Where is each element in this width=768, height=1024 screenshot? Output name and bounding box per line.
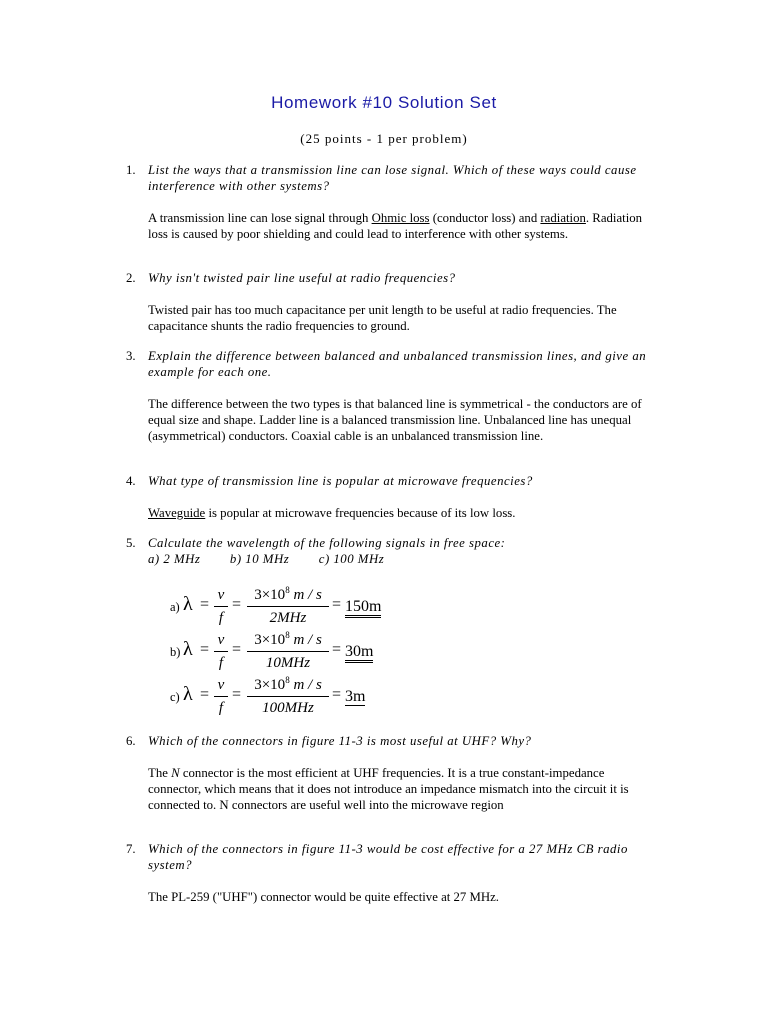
problem-question: Which of the connectors in figure 11-3 would be cost effective for a 27 MHz CB radio system? <box>148 842 628 872</box>
problem-number: 1. <box>126 163 136 177</box>
problem-question: Which of the connectors in figure 11-3 is most useful at UHF? Why? <box>148 734 532 748</box>
problem-answer: The difference between the two types is that balanced line is symmetrical - the conductors are of equal size and shape. Ladder line is a balanced transmission line. Unbalanced line has unequal (asymmetrical) conductors. Coaxial cable is an unbalanced transmission line. <box>148 397 642 443</box>
problem-number: 5. <box>126 536 136 550</box>
page-title: Homework #10 Solution Set <box>271 93 497 112</box>
fraction-value: $3\times 10^8$ m / s 2MHz <box>247 587 329 627</box>
fraction-v-over-f: v f <box>214 677 228 717</box>
problem-answer: Waveguide is popular at microwave frequencies because of its low loss. <box>148 506 516 520</box>
problem-number: 2. <box>126 271 136 285</box>
problem-number: 3. <box>126 349 136 363</box>
problem-3 <box>126 348 658 444</box>
problem-answer: The PL-259 ("UHF") connector would be quite effective at 27 MHz. <box>148 890 500 904</box>
lambda-symbol: λ <box>183 683 193 705</box>
problem-7 <box>126 841 658 905</box>
problem-question: Explain the difference between balanced and unbalanced transmission lines, and give an example for each one. <box>148 349 647 379</box>
problem-question: List the ways that a transmission line can lose signal. Which of these ways could cause interference with other systems? <box>148 163 637 193</box>
problem-question: Calculate the wavelength of the following signals in free space: <box>148 536 506 550</box>
problem-answer: The N connector is the most efficient at UHF frequencies. It is a true constant-impedance connector, which means that it does not introduce an impedance mismatch into the circuit it is connected to. N connectors are useful well into the microwave region <box>148 766 629 812</box>
fraction-v-over-f: v f <box>214 632 228 672</box>
problem-6 <box>126 733 658 813</box>
problem-number: 4. <box>126 474 136 488</box>
problem-number: 6. <box>126 734 136 748</box>
equation-label: b) <box>170 645 181 659</box>
equation-label: a) <box>170 600 180 614</box>
problem-1 <box>126 162 658 242</box>
problem-2 <box>126 270 658 334</box>
lambda-symbol: λ <box>183 593 193 615</box>
equation-result: 30m <box>345 643 373 661</box>
problem-question: Why isn't twisted pair line useful at radio frequencies? <box>148 271 456 285</box>
equation-result: 150m <box>345 598 381 616</box>
problem-answer: Twisted pair has too much capacitance per unit length to be useful at radio frequencies. The capacitance shunts the radio frequencies to ground. <box>148 303 617 333</box>
italic-term: N <box>171 766 180 780</box>
equation-result: 3m <box>345 688 366 705</box>
page-subtitle: (25 points - 1 per problem) <box>300 131 468 146</box>
fraction-value: $3\times 10^8$ m / s 100MHz <box>247 677 329 717</box>
underlined-term: Waveguide <box>148 506 206 520</box>
problem-answer: A transmission line can lose signal through Ohmic loss (conductor loss) and radiation. Radiation loss is caused by poor shielding and could lead to interference with other systems. <box>148 211 643 241</box>
document-page: Homework #10 Solution Set (25 points - 1 per problem) 1. List the ways that a transmission line can lose signal. Which of these ways could cause interference with other systems? A transmission line can lose signal through Ohmic loss (conductor loss) and radiation. Radiation loss is caused by poor shielding and could lead to interference with other systems. 2. Why isn't twisted pair line useful at radio frequencies? Twisted pair has too much capacitance per unit length to be useful at radio frequencies. The capacitance shunts the radio frequencies to ground. 3. Explain the difference between balanced and unbalanced transmission lines, and give an example for each one. The difference between the two types is that balanced line is symmetrical - the conductors are of equal size and shape. Ladder line is a balanced transmission line. Unbalanced line has unequal (asymmetrical) conductors. Coaxial cable is an unbalanced transmission line. 4. What type of transmission line is popular at microwave frequencies? Waveguide is popular at microwave frequencies because of its low loss. 5. Calculate the wavelength of the following signals in free space: a) 2 MHz b) 10 MHz c) 100 MHz a) λ = v f = $3\times 10^8$ m / s 2MHz = 150m b) λ = v f = $3\times 10^8$ m / s 10MHz = 30m c) λ = v f = $3\times 10^8$ m / s 100MHz = 3m 6. Which of the connectors in figure 11-3 is most useful at UHF? Why? The N connector is the most efficient at UHF frequencies. It is a true constant-impedance connector, which means that it does not introduce an impedance mismatch into the circuit it is connected to. N connectors are useful well into the microwave region 7. Which of the connectors in figure 11-3 would be cost effective for a 27 MHz CB radio system? The PL-259 ("UHF") connector would be quite effective at 27 MHz. <box>0 0 768 1024</box>
fraction-value: $3\times 10^8$ m / s 10MHz <box>247 632 329 672</box>
problem-question-options: a) 2 MHz b) 10 MHz c) 100 MHz <box>148 552 385 566</box>
lambda-symbol: λ <box>183 638 193 660</box>
underlined-term: Ohmic loss <box>371 211 430 225</box>
problem-number: 7. <box>126 842 136 856</box>
problem-4 <box>126 473 658 521</box>
problem-5 <box>126 535 658 567</box>
equation-label: c) <box>170 690 180 704</box>
underlined-term: radiation <box>540 211 586 225</box>
fraction-v-over-f: v f <box>214 587 228 627</box>
problem-question: What type of transmission line is popular at microwave frequencies? <box>148 474 533 488</box>
